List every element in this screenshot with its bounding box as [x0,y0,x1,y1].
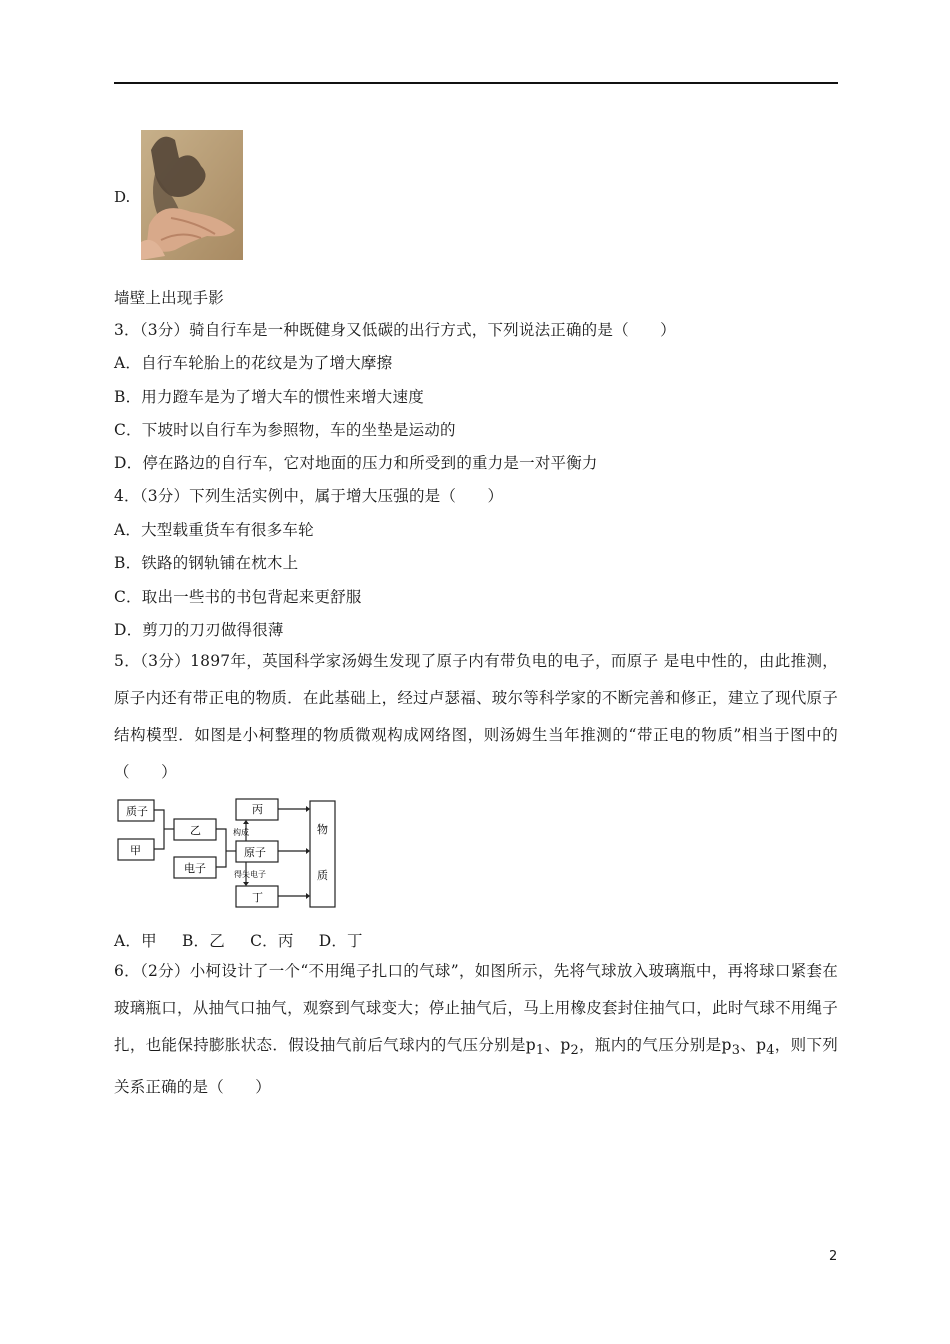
option-d-label: D. [114,188,131,206]
node-matter-bottom: 质 [317,869,328,882]
q4-stem: 4．（3分）下列生活实例中，属于增大压强的是（ ） [114,487,504,505]
q4-option-d: D．剪刀的刀刃做得很薄 [114,621,284,639]
q4-option-c: C．取出一些书的书包背起来更舒服 [114,588,362,606]
node-electron: 电子 [184,862,206,875]
node-jia: 甲 [130,844,141,857]
node-matter-top: 物 [317,823,328,836]
q5-option-b: B．乙 [181,932,225,950]
node-yi: 乙 [190,824,201,837]
node-bing: 丙 [252,803,263,816]
q3-option-a: A．自行车轮胎上的花纹是为了增大摩擦 [114,354,393,372]
q6-stem-part-1: 6．（2分）小柯设计了一个“不用绳子扎口的气球”，如图所示，先将气球放入玻璃瓶中，再将球口紧套在玻璃瓶口，从抽气口抽气，观察到气球变大；停止抽气后，马上用橡皮套封住抽气口，此时气球不用绳子扎，也能保持膨胀状态．假设抽气前后气球内的气压分别是p [114,962,838,1054]
q6-sub-1: 1 [535,1043,545,1059]
node-proton: 质子 [126,805,148,818]
header-rule [114,82,838,84]
q6-sep-2: 、p [740,1036,767,1054]
q5-option-d: D．丁 [318,932,363,950]
q6-stem [114,953,838,1106]
page-number: 2 [829,1249,838,1264]
q3-stem: 3．（3分）骑自行车是一种既健身又低碳的出行方式，下列说法正确的是（ ） [114,321,676,339]
q4-option-a: A．大型载重货车有很多车轮 [114,521,314,539]
q3-option-c: C．下坡时以自行车为参照物，车的坐垫是运动的 [114,421,456,439]
q6-sub-2: 2 [570,1043,579,1059]
label-gain-lose-electron: 得失电子 [234,870,266,879]
q5-option-a: A．甲 [114,932,157,950]
q6-stem-part-2: ，瓶内的气压分别是p [578,1036,732,1054]
q4-option-b: B．铁路的钢轨铺在枕木上 [114,554,299,572]
q3-option-b: B．用力蹬车是为了增大车的惯性来增大速度 [114,388,424,406]
q6-stem-part-3: ，则下列关系正确的是（ ） [114,1036,838,1097]
node-ding: 丁 [252,891,263,904]
q6-sub-4: 4 [766,1043,775,1059]
hand-shadow-photo [141,130,243,260]
q6-sep-1: 、p [544,1036,571,1054]
q5-stem: 5．（3分）1897年，英国科学家汤姆生发现了原子内有带负电的电子，而原子 是电中性的，由此推测，原子内还有带正电的物质．在此基础上，经过卢瑟福、玻尔等科学家的不断完善和修正，建立了现代原子结构模型．如图是小柯整理的物质微观构成网络图，则汤姆生当年推测的“带正电的物质”相当于图中的（ ） [114,652,838,781]
q5-option-c: C．丙 [250,932,294,950]
q3-option-d: D．停在路边的自行车，它对地面的压力和所受到的重力是一对平衡力 [114,454,598,472]
matter-structure-diagram [116,797,338,911]
q6-sub-3: 3 [731,1043,741,1059]
option-d-caption: 墙壁上出现手影 [114,289,224,307]
hand-shadow-image [141,130,243,260]
node-atom: 原子 [244,846,266,859]
q5-options [114,929,383,951]
label-compose: 构成 [233,828,249,837]
